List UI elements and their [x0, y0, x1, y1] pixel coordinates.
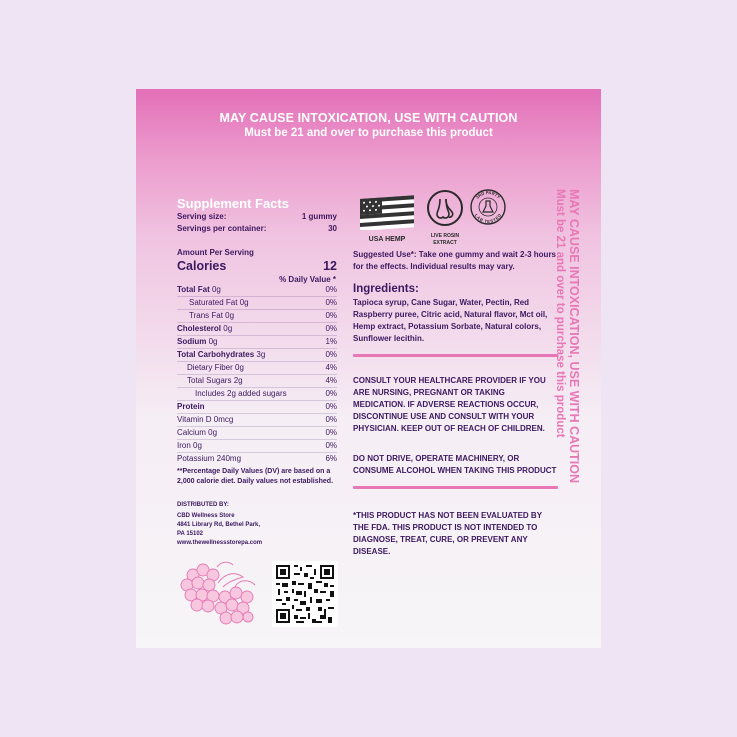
nutrient-amount: Saturated Fat 0g: [189, 298, 249, 307]
serving-size-label: Serving size:: [177, 212, 227, 221]
nutrient-name: Total Fat: [177, 285, 210, 294]
nutrient-row: [177, 375, 337, 388]
daily-value-note: **Percentage Daily Values (DV) are based on a 2,000 calorie diet. Daily values not established.: [177, 468, 334, 485]
facts-title: Supplement Facts: [177, 196, 289, 211]
top-warning-line1: MAY CAUSE INTOXICATION, USE WITH CAUTION: [219, 111, 518, 125]
calories-row: [177, 259, 337, 273]
nutrient-amount: Dietary Fiber 0g: [187, 363, 244, 372]
nutrient-amount: Includes 2g added sugars: [195, 389, 287, 398]
nutrient-dv: 0%: [325, 389, 337, 398]
calories-label: Calories: [177, 259, 227, 273]
ingredients-text: Tapioca syrup, Cane Sugar, Water, Pectin, Red Raspberry puree, Citric acid, Natural flavor, Mct oil, Hemp extract, Potassium Sorbate, Natural colors, Sunflower lecithin.: [353, 298, 548, 343]
daily-value-header: % Daily Value *: [279, 275, 336, 284]
svg-text:LAB TESTED: [474, 213, 502, 224]
nutrient-row: [177, 336, 337, 349]
distributor-name: CBD Wellness Store: [177, 513, 235, 519]
divider-1: [353, 354, 558, 357]
nutrient-amount: 0g: [221, 324, 233, 333]
nutrient-name: Protein: [177, 402, 205, 411]
usa-hemp-logo: [360, 194, 414, 243]
nutrient-row: [177, 323, 337, 336]
live-rosin-logo: [423, 189, 467, 246]
nutrient-row: [177, 388, 337, 401]
lab-flask-icon: [470, 189, 506, 225]
nutrient-row: [177, 414, 337, 427]
nutrient-row: [177, 284, 337, 297]
consult-warning: CONSULT YOUR HEALTHCARE PROVIDER IF YOU ARE NURSING, PREGNANT OR TAKING MEDICATION. IF ADVERSE REACTIONS OCCUR, DISCONTINUE USE AND CONSULT WITH YOUR PHYSICIAN. KEEP OUT OF REACH OF CHILDREN.: [353, 376, 546, 433]
nutrient-name: Total Carbohydrates: [177, 350, 255, 359]
nutrient-dv: 6%: [325, 454, 337, 463]
nutrient-row: [177, 349, 337, 362]
servings-label: Servings per container:: [177, 224, 267, 233]
side-warning-line2: Must be 21 and over to purchase this product: [554, 189, 566, 438]
nutrient-name: Sodium: [177, 337, 207, 346]
nutrient-dv: 0%: [325, 324, 337, 333]
servings-value: 30: [328, 224, 337, 233]
nutrient-amount: Iron 0g: [177, 441, 202, 450]
fda-disclaimer: *THIS PRODUCT HAS NOT BEEN EVALUATED BY THE FDA. THIS PRODUCT IS NOT INTENDED TO DIAGNOSE, TREAT, CURE, OR PREVENT ANY DISEASE.: [353, 511, 542, 556]
nutrient-amount: Total Sugars 2g: [187, 376, 243, 385]
nutrient-row: [177, 362, 337, 375]
nutrient-dv: 1%: [325, 337, 337, 346]
nutrient-dv: 0%: [325, 285, 337, 294]
nutrient-amount: 3g: [254, 350, 266, 359]
usa-flag-icon: [360, 194, 414, 230]
distributor-website[interactable]: www.thewellnessstorepa.com: [177, 540, 263, 546]
divider-2: [353, 486, 558, 489]
no-drive-warning: DO NOT DRIVE, OPERATE MACHINERY, OR CONSUME ALCOHOL WHEN TAKING THIS PRODUCT: [353, 454, 557, 475]
nutrient-amount: Calcium 0g: [177, 428, 218, 437]
nutrient-amount: 0g: [209, 285, 221, 294]
nutrient-dv: 0%: [325, 441, 337, 450]
side-warning-line1: MAY CAUSE INTOXICATION, USE WITH CAUTION: [567, 189, 581, 484]
lab-top-text: 3RD PARTY: [474, 189, 502, 200]
nutrient-amount: Potassium 240mg: [177, 454, 242, 463]
nutrient-amount: 0g: [206, 337, 218, 346]
nutrient-dv: 0%: [325, 415, 337, 424]
nutrient-dv: 0%: [325, 402, 337, 411]
serving-size-value: 1 gummy: [301, 212, 337, 221]
rosin-droplet-icon: [426, 189, 464, 227]
distributor-address1: 4841 Library Rd, Bethel Park,: [177, 522, 261, 528]
side-warning: [554, 189, 581, 489]
nutrient-amount: Vitamin D 0mcg: [177, 415, 234, 424]
nutrient-row: [177, 310, 337, 323]
supplement-facts-panel: [177, 196, 337, 548]
raspberry-illustration-icon: [173, 553, 263, 631]
nutrient-dv: 0%: [325, 428, 337, 437]
info-column: [353, 249, 558, 558]
nutrient-row: [177, 453, 337, 465]
usa-hemp-caption: USA HEMP: [368, 236, 406, 243]
certification-logos: [357, 189, 507, 246]
nutrient-row: [177, 440, 337, 453]
qr-code-icon[interactable]: [272, 561, 338, 627]
amount-per-serving: Amount Per Serving: [177, 248, 254, 257]
servings-row: [177, 223, 337, 235]
nutrient-row: [177, 297, 337, 310]
rosin-caption-1: LIVE ROSIN: [430, 233, 460, 239]
ingredients-title: Ingredients:: [353, 283, 419, 295]
nutrient-dv: 0%: [325, 350, 337, 359]
lab-tested-logo: [470, 189, 506, 230]
lab-bottom-text: LAB TESTED: [473, 212, 503, 225]
top-warning: [136, 111, 601, 139]
nutrient-dv: 4%: [325, 363, 337, 372]
nutrient-amount: Trans Fat 0g: [189, 311, 235, 320]
nutrient-row: [177, 427, 337, 440]
calories-value: 12: [323, 259, 337, 273]
serving-size-row: [177, 211, 337, 223]
suggested-use: Suggested Use*: Take one gummy and wait 2-3 hours for the effects. Individual results may vary.: [353, 250, 557, 271]
nutrient-dv: 0%: [325, 298, 337, 307]
distributor-heading: DISTRIBUTED BY:: [177, 502, 229, 508]
nutrient-dv: 0%: [325, 311, 337, 320]
rosin-caption-2: EXTRACT: [433, 240, 457, 246]
nutrient-name: Cholesterol: [177, 324, 222, 333]
distributor-block: [177, 501, 337, 548]
nutrient-row: [177, 401, 337, 414]
distributor-address2: PA 15102: [177, 531, 204, 537]
nutrient-dv: 4%: [325, 376, 337, 385]
top-warning-line2: Must be 21 and over to purchase this product: [244, 127, 493, 139]
